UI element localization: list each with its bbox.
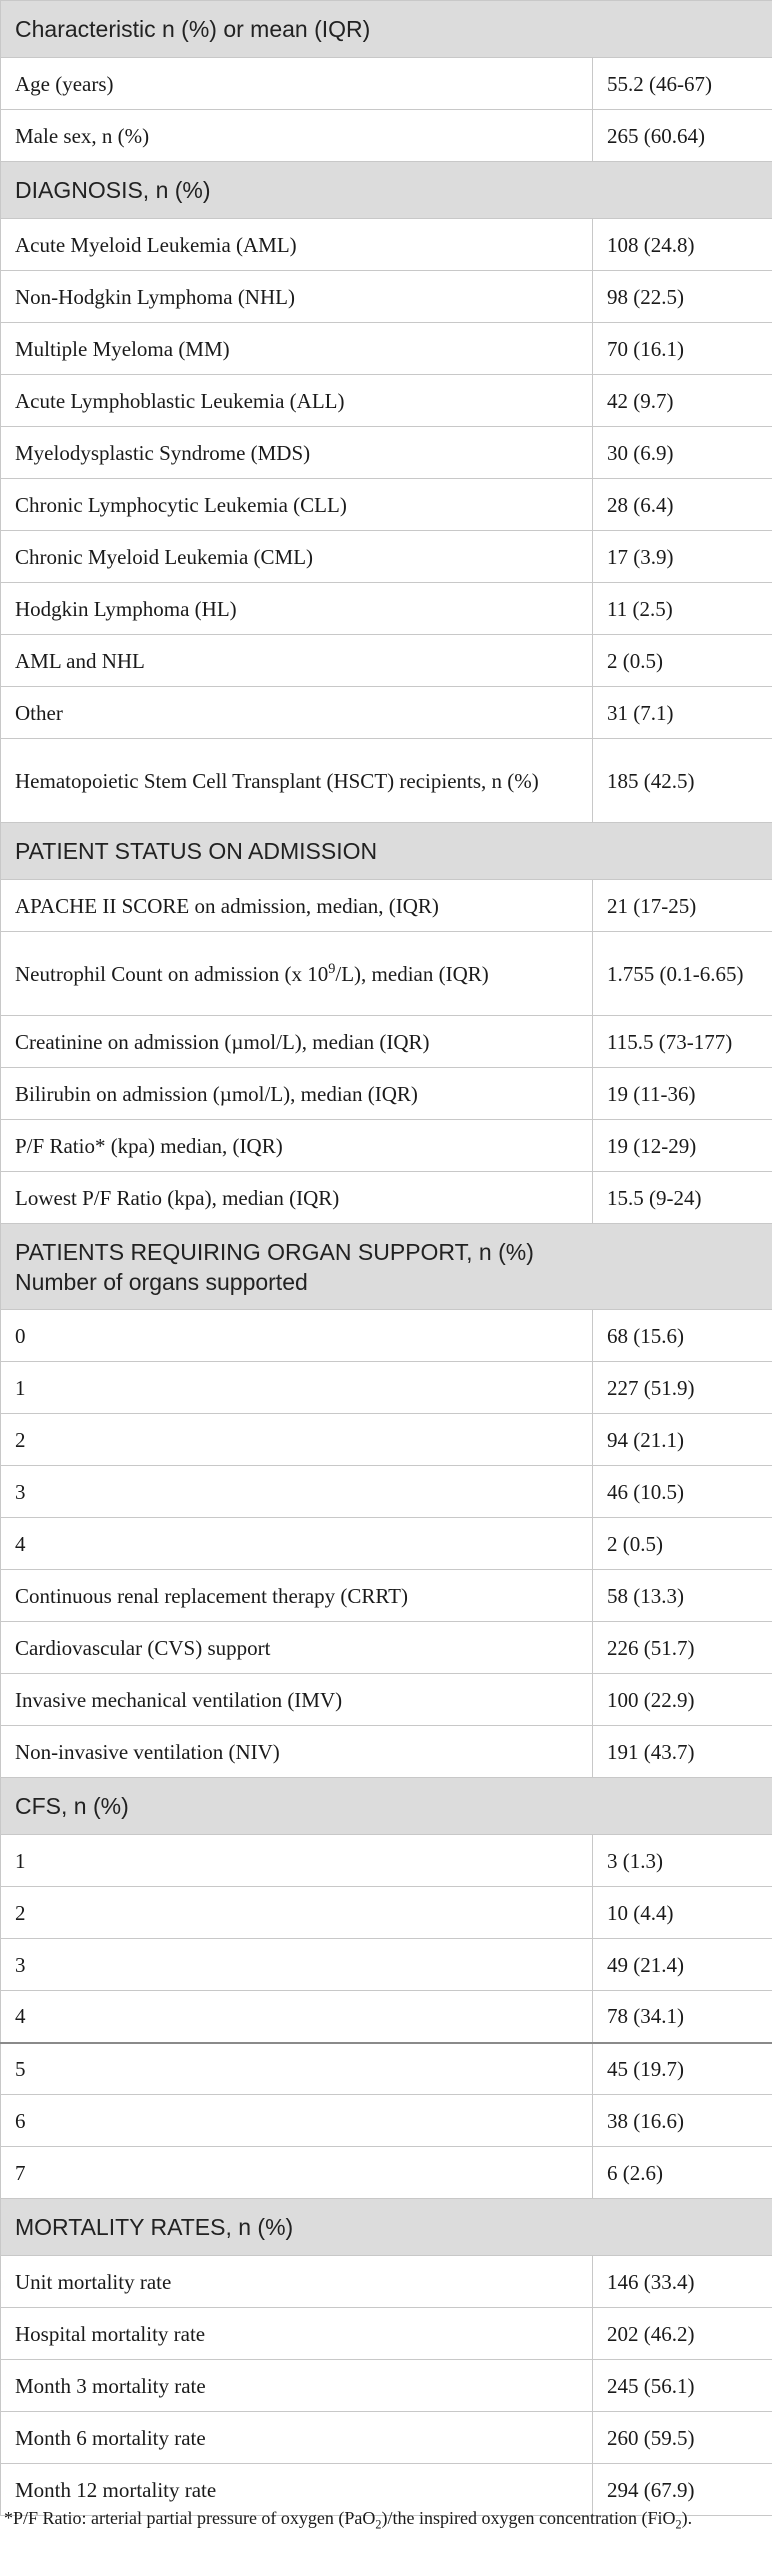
- table-row: [1, 1674, 772, 1726]
- row-label: Hodgkin Lymphoma (HL): [1, 583, 593, 635]
- footnote-part2: )/the inspired oxygen concentration (FiO: [381, 2508, 676, 2528]
- row-value: 11 (2.5): [593, 583, 772, 635]
- row-value: 108 (24.8): [593, 219, 772, 271]
- table-row: [1, 932, 772, 1016]
- row-label: Hematopoietic Stem Cell Transplant (HSCT) recipients, n (%): [1, 739, 593, 823]
- section-header-diagnosis: [1, 162, 772, 219]
- table-row: [1, 1726, 772, 1778]
- footnote-sub1: 2: [375, 2517, 382, 2532]
- row-value: 6 (2.6): [593, 2147, 772, 2199]
- table-row: [1, 1016, 772, 1068]
- row-label: 4: [1, 1991, 593, 2043]
- row-label: 6: [1, 2095, 593, 2147]
- row-value: 19 (11-36): [593, 1068, 772, 1120]
- section-header-cfs: [1, 1778, 772, 1835]
- table-row: [1, 2095, 772, 2147]
- row-value: 2 (0.5): [593, 635, 772, 687]
- table-row: [1, 1622, 772, 1674]
- table-row: [1, 1991, 772, 2043]
- row-label: 7: [1, 2147, 593, 2199]
- row-label: 5: [1, 2043, 593, 2095]
- row-label: Month 12 mortality rate: [1, 2464, 593, 2516]
- row-value: 49 (21.4): [593, 1939, 772, 1991]
- table-row: [1, 1939, 772, 1991]
- row-label: Hospital mortality rate: [1, 2308, 593, 2360]
- row-value: 46 (10.5): [593, 1466, 772, 1518]
- row-label: Chronic Lymphocytic Leukemia (CLL): [1, 479, 593, 531]
- row-label: Cardiovascular (CVS) support: [1, 1622, 593, 1674]
- row-value: 227 (51.9): [593, 1362, 772, 1414]
- row-label: Other: [1, 687, 593, 739]
- row-label: Non-Hodgkin Lymphoma (NHL): [1, 271, 593, 323]
- row-value: 100 (22.9): [593, 1674, 772, 1726]
- row-value: 146 (33.4): [593, 2256, 772, 2308]
- table-header-row: [1, 1, 772, 58]
- table-row: [1, 2360, 772, 2412]
- table-row: [1, 635, 772, 687]
- table-row: [1, 219, 772, 271]
- table-row: [1, 1570, 772, 1622]
- row-label: 2: [1, 1887, 593, 1939]
- row-value: 260 (59.5): [593, 2412, 772, 2464]
- section-header-status: [1, 823, 772, 880]
- row-value: 15.5 (9-24): [593, 1172, 772, 1224]
- table-row: [1, 1887, 772, 1939]
- table-row: [1, 58, 772, 110]
- table-row: [1, 880, 772, 932]
- table-row: [1, 271, 772, 323]
- row-label: 2: [1, 1414, 593, 1466]
- table-row: [1, 2308, 772, 2360]
- table-header-cell: Characteristic n (%) or mean (IQR): [1, 1, 772, 58]
- row-label: AML and NHL: [1, 635, 593, 687]
- section-subtitle: Number of organs supported: [15, 1268, 308, 1295]
- row-label: Male sex, n (%): [1, 110, 593, 162]
- row-label: Non-invasive ventilation (NIV): [1, 1726, 593, 1778]
- row-value: 45 (19.7): [593, 2043, 772, 2095]
- row-value: 3 (1.3): [593, 1835, 772, 1887]
- table-row: [1, 2256, 772, 2308]
- row-value: 191 (43.7): [593, 1726, 772, 1778]
- row-label: P/F Ratio* (kpa) median, (IQR): [1, 1120, 593, 1172]
- table-row: [1, 1068, 772, 1120]
- row-value: 19 (12-29): [593, 1120, 772, 1172]
- row-value: 98 (22.5): [593, 271, 772, 323]
- table-row: [1, 687, 772, 739]
- table-row: [1, 1518, 772, 1570]
- section-title: MORTALITY RATES, n (%): [1, 2199, 772, 2256]
- footnote-part1: *P/F Ratio: arterial partial pressure of oxygen (PaO: [4, 2508, 376, 2528]
- row-label-pre: Neutrophil Count on admission (x 10: [15, 961, 329, 986]
- row-label: Chronic Myeloid Leukemia (CML): [1, 531, 593, 583]
- table-row: [1, 323, 772, 375]
- row-value: 245 (56.1): [593, 2360, 772, 2412]
- row-label: Continuous renal replacement therapy (CRRT): [1, 1570, 593, 1622]
- table-row: [1, 2043, 772, 2095]
- row-value: 38 (16.6): [593, 2095, 772, 2147]
- row-value: 294 (67.9): [593, 2464, 772, 2516]
- row-label: Unit mortality rate: [1, 2256, 593, 2308]
- row-value: 55.2 (46-67): [593, 58, 772, 110]
- row-label: 3: [1, 1466, 593, 1518]
- row-value: 78 (34.1): [593, 1991, 772, 2043]
- row-label: [1, 932, 593, 1016]
- row-label: 4: [1, 1518, 593, 1570]
- row-value: 31 (7.1): [593, 687, 772, 739]
- table-row: [1, 375, 772, 427]
- table-row: [1, 739, 772, 823]
- row-value: 58 (13.3): [593, 1570, 772, 1622]
- section-header-mortality: [1, 2199, 772, 2256]
- row-value: 17 (3.9): [593, 531, 772, 583]
- section-header-organ-support: [1, 1224, 772, 1310]
- table-row: [1, 2412, 772, 2464]
- table-row: [1, 583, 772, 635]
- row-label: APACHE II SCORE on admission, median, (IQR): [1, 880, 593, 932]
- row-value: 265 (60.64): [593, 110, 772, 162]
- row-label: 1: [1, 1362, 593, 1414]
- row-label: 1: [1, 1835, 593, 1887]
- table-row: [1, 1466, 772, 1518]
- row-value: 10 (4.4): [593, 1887, 772, 1939]
- row-value: 21 (17-25): [593, 880, 772, 932]
- row-value: 94 (21.1): [593, 1414, 772, 1466]
- row-label: Age (years): [1, 58, 593, 110]
- table-row: [1, 427, 772, 479]
- row-label-post: /L), median (IQR): [335, 961, 489, 986]
- row-label: Month 3 mortality rate: [1, 2360, 593, 2412]
- row-label: Month 6 mortality rate: [1, 2412, 593, 2464]
- table-row: [1, 1835, 772, 1887]
- table-row: [1, 1310, 772, 1362]
- row-label-sup: 9: [328, 960, 336, 977]
- table-footnote: [4, 2506, 768, 2531]
- row-label: Myelodysplastic Syndrome (MDS): [1, 427, 593, 479]
- table-row: [1, 1362, 772, 1414]
- row-value: 70 (16.1): [593, 323, 772, 375]
- section-title: PATIENT STATUS ON ADMISSION: [1, 823, 772, 880]
- row-value: 42 (9.7): [593, 375, 772, 427]
- footnote-part3: ).: [681, 2508, 693, 2528]
- row-label: Multiple Myeloma (MM): [1, 323, 593, 375]
- row-label: Lowest P/F Ratio (kpa), median (IQR): [1, 1172, 593, 1224]
- row-value: 115.5 (73-177): [593, 1016, 772, 1068]
- row-label: Bilirubin on admission (µmol/L), median (IQR): [1, 1068, 593, 1120]
- section-title-block: [1, 1224, 772, 1310]
- table-row: [1, 479, 772, 531]
- row-value: 30 (6.9): [593, 427, 772, 479]
- table-row: [1, 531, 772, 583]
- row-value: 2 (0.5): [593, 1518, 772, 1570]
- row-label: Acute Myeloid Leukemia (AML): [1, 219, 593, 271]
- table-row: [1, 1120, 772, 1172]
- row-label: Creatinine on admission (µmol/L), median (IQR): [1, 1016, 593, 1068]
- row-label: 3: [1, 1939, 593, 1991]
- row-label: 0: [1, 1310, 593, 1362]
- row-value: 1.755 (0.1-6.65): [593, 932, 772, 1016]
- section-title: CFS, n (%): [1, 1778, 772, 1835]
- table-row: [1, 110, 772, 162]
- row-value: 226 (51.7): [593, 1622, 772, 1674]
- table-row: [1, 2147, 772, 2199]
- footnote-sub2: 2: [675, 2517, 682, 2532]
- row-value: 68 (15.6): [593, 1310, 772, 1362]
- row-value: 202 (46.2): [593, 2308, 772, 2360]
- section-title: DIAGNOSIS, n (%): [1, 162, 772, 219]
- row-value: 185 (42.5): [593, 739, 772, 823]
- section-title: PATIENTS REQUIRING ORGAN SUPPORT, n (%): [15, 1238, 534, 1265]
- table-row: [1, 1172, 772, 1224]
- row-value: 28 (6.4): [593, 479, 772, 531]
- row-label: Acute Lymphoblastic Leukemia (ALL): [1, 375, 593, 427]
- row-label: Invasive mechanical ventilation (IMV): [1, 1674, 593, 1726]
- table-row: [1, 1414, 772, 1466]
